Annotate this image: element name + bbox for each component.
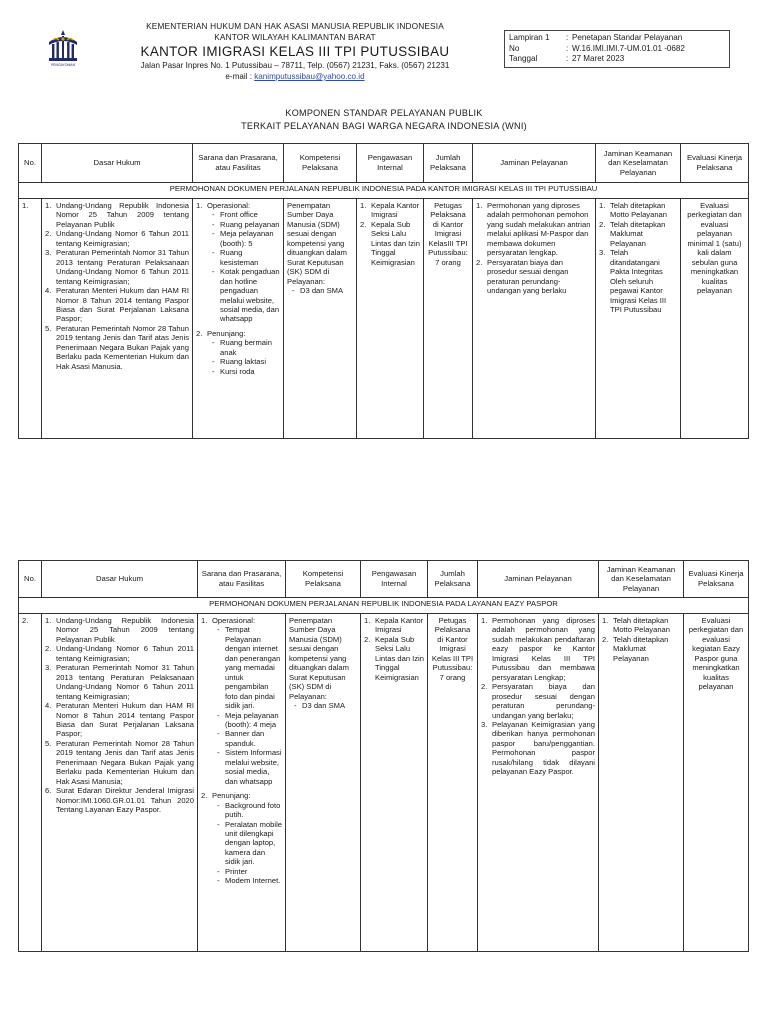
list-item xyxy=(212,248,280,267)
table-header-row xyxy=(19,561,749,598)
dasar-hukum-list xyxy=(45,616,194,815)
pengawasan-cell xyxy=(357,199,424,439)
document-title-line1: KOMPONEN STANDAR PELAYANAN PUBLIK xyxy=(285,108,483,118)
item-text: Meja pelayanan (booth): 4 meja xyxy=(225,710,279,729)
item-text: Ruang laktasi xyxy=(220,357,267,367)
keamanan-list xyxy=(599,201,677,314)
col-header: Pengawasan Internal xyxy=(357,144,424,183)
sarana-list xyxy=(196,201,280,376)
lampiran-sep: : xyxy=(566,33,569,42)
col-header: No. xyxy=(19,144,42,183)
dasar-hukum-list xyxy=(45,201,189,371)
item-number: 2. xyxy=(360,219,367,229)
office-address: Jalan Pasar Inpres No. 1 Putussibau – 78711, Telp. (0567) 21231, Faks. (0567) 21231 xyxy=(140,61,450,70)
jaminan-pelayanan-cell xyxy=(478,614,599,952)
row-number: 1. xyxy=(19,199,42,439)
logo-caption: PENGAYOMAN xyxy=(50,63,76,68)
document-title-line2: TERKAIT PELAYANAN BAGI WARGA NEGARA INDONESIA (WNI) xyxy=(241,121,527,131)
item-number: 2. xyxy=(201,791,208,801)
bullet-dash: - xyxy=(212,229,215,239)
item-number: 2. xyxy=(599,219,606,229)
jaminan-pelayanan-cell xyxy=(473,199,596,439)
item-text: Telah ditetapkan Motto Pelayanan xyxy=(610,201,667,220)
item-number: 1. xyxy=(45,616,52,625)
list-item xyxy=(599,248,677,314)
section-row xyxy=(19,598,749,614)
item-number: 1. xyxy=(602,616,609,625)
item-text: Persyaratan biaya dan prosedur sesuai dengan peraturan perundang- undangan yang berlaku xyxy=(487,257,569,296)
item-text: Kepala Kantor Imigrasi xyxy=(375,616,424,635)
col-header: Jaminan Pelayanan xyxy=(478,561,599,598)
col-header: Sarana dan Prasarana, atau Fasilitas xyxy=(193,144,284,183)
list-item xyxy=(602,616,680,635)
item-text: Printer xyxy=(225,866,248,876)
lampiran-key: Lampiran 1 xyxy=(509,33,550,42)
list-item xyxy=(212,367,280,376)
col-header: Evaluasi Kinerja Pelaksana xyxy=(684,561,749,598)
bullet-dash: - xyxy=(212,338,215,348)
item-text: Ruang kesisteman xyxy=(220,248,259,267)
item-number: 1. xyxy=(481,616,488,625)
item-number: 1. xyxy=(360,201,367,210)
bullet-dash: - xyxy=(212,357,215,367)
item-text: Telah ditetapkan Maklumat Pelayanan xyxy=(610,219,666,248)
list-item xyxy=(360,220,420,267)
col-header: Jumlah Pelaksana xyxy=(428,561,478,598)
item-text: Kepala Kantor Imigrasi xyxy=(371,201,420,220)
lampiran-value: W.16.IMI.IMI.7-UM.01.01 -0682 xyxy=(572,43,685,53)
lampiran-row xyxy=(509,33,729,44)
jaminan-list xyxy=(481,616,595,777)
bullet-dash: - xyxy=(217,866,220,876)
item-number: 2. xyxy=(196,328,203,338)
item-number: 5. xyxy=(45,323,52,333)
item-text: Permohonan yang diproses adalah permohonan pemohon yang sudah melakukan antrian melalui aplikasi M-Paspor dan membawa dokumen persyaratan lengkap. xyxy=(487,201,591,258)
pengayoman-logo xyxy=(43,28,83,68)
list-item xyxy=(45,324,189,371)
item-number: 3. xyxy=(45,248,52,258)
item-number: 4. xyxy=(45,701,52,711)
item-text: Ruang pelayanan xyxy=(220,219,280,229)
evaluasi-cell: Evaluasi perkegiatan dan evaluasi pelayanan minimal 1 (satu) kali dalam sebulan guna meningkatkan kualitas pelayanan xyxy=(681,199,749,439)
item-text: Kepala Sub Seksi Lalu Lintas dan Izin Tinggal Keimigrasian xyxy=(375,634,424,682)
bullet-dash: - xyxy=(217,625,220,635)
item-text: Ruang bermain anak xyxy=(220,338,272,357)
sarana-group-body xyxy=(207,201,280,324)
dasar-hukum-cell xyxy=(42,199,193,439)
jaminan-list xyxy=(476,201,592,296)
col-header: Kompetensi Pelaksana xyxy=(286,561,361,598)
email-label: e-mail : xyxy=(225,72,255,81)
item-text: Telah ditetapkan Motto Pelayanan xyxy=(613,616,670,635)
item-text: Peralatan mobile unit dilengkapi dengan laptop, kamera dan sidik jari. xyxy=(225,819,282,867)
item-text: Kursi roda xyxy=(220,366,255,376)
col-header: Dasar Hukum xyxy=(42,561,198,598)
bullet-dash: - xyxy=(212,210,215,220)
list-item xyxy=(45,644,194,663)
lampiran-key: No xyxy=(509,43,520,53)
sarana-sub-list xyxy=(212,801,282,886)
item-number: 5. xyxy=(45,738,52,748)
item-number: 1. xyxy=(476,201,483,210)
list-item xyxy=(294,701,357,710)
list-item xyxy=(292,286,353,295)
list-item xyxy=(217,867,282,876)
bullet-dash: - xyxy=(217,729,220,739)
list-item xyxy=(364,635,424,682)
item-text: Peraturan Pemerintah Nomor 28 Tahun 2019 tentang Jenis dan Tarif atas Jenis Penerimaan Negara Bukan Pajak yang Berlaku pada Kementerian Hukum dan Hak Asasi Manusia; xyxy=(56,738,194,786)
sarana-group xyxy=(201,791,282,886)
sarana-cell xyxy=(193,199,284,439)
row-number: 2. xyxy=(19,614,42,952)
sarana-group-title: Operasional: xyxy=(207,201,251,210)
standard-table-1 xyxy=(18,143,749,439)
jaminan-keamanan-cell xyxy=(596,199,681,439)
item-text: Kotak pengaduan dan hotline pengaduan melalui website, sosial media, dan whatsapp xyxy=(220,267,280,324)
col-header: Evaluasi Kinerja Pelaksana xyxy=(681,144,749,183)
item-text: Undang-Undang Republik Indonesia Nomor 25 Tahun 2009 tentang Pelayanan Publik xyxy=(56,616,194,644)
col-header: Jaminan Pelayanan xyxy=(473,144,596,183)
sarana-sub-list xyxy=(207,210,280,323)
list-item xyxy=(481,720,595,777)
list-item xyxy=(45,739,194,786)
list-item xyxy=(217,801,282,820)
bullet-dash: - xyxy=(217,710,220,720)
item-text: Kepala Sub Seksi Lalu Lintas dan Izin Tinggal Keimigrasian xyxy=(371,219,420,267)
section-title: PERMOHONAN DOKUMEN PERJALANAN REPUBLIK INDONESIA PADA LAYANAN EAZY PASPOR xyxy=(19,598,749,614)
list-item xyxy=(217,820,282,867)
sarana-group-title: Operasional: xyxy=(212,616,256,625)
item-text: Permohonan yang diproses adalah permohonan yang sudah melakukan pendaftaran eazy paspor ke Kantor Imigrasi Kelas III TPI Putussibau dan membawa persyaratan Lengkap; xyxy=(492,616,595,682)
col-header: Jaminan Keamanan dan Keselamatan Pelayanan xyxy=(596,144,681,183)
item-text: Modem Internet. xyxy=(225,876,281,886)
bullet-dash: - xyxy=(212,267,215,277)
item-text: Peraturan Menteri Hukum dan HAM RI Nomor 8 Tahun 2014 tentang Paspor Biasa dan Surat Perjalanan Laksana Paspor; xyxy=(56,701,194,739)
list-item xyxy=(217,729,282,748)
item-text: Telah ditandatangani Pakta Integritas Oleh seluruh pegawai Kantor Imigrasi Kelas III TPI Putussibau xyxy=(610,248,667,314)
lampiran-box xyxy=(504,30,730,68)
item-text: Peraturan Pemerintah Nomor 28 Tahun 2019 tentang Jenis dan Tarif atas Jenis Penerimaan Negara Bukan Pajak yang Berlaku pada Kementerian Hukum dan Hak Asasi Manusia. xyxy=(56,323,189,371)
dasar-hukum-cell xyxy=(42,614,198,952)
col-header: No. xyxy=(19,561,42,598)
item-number: 1. xyxy=(196,201,203,210)
bullet-dash: - xyxy=(217,800,220,810)
list-item xyxy=(599,220,677,248)
list-item xyxy=(217,876,282,885)
list-item xyxy=(217,748,282,786)
item-number: 2. xyxy=(476,257,483,267)
item-text: Peraturan Pemerintah Nomor 31 Tahun 2013 tentang Peraturan Pelaksanaan Undang-Undang Nomor 6 Tahun 2011 tentang Keimigrasian; xyxy=(56,248,189,286)
bullet-dash: - xyxy=(294,701,297,711)
item-number: 2. xyxy=(481,682,488,692)
letterhead xyxy=(110,21,480,82)
item-number: 1. xyxy=(201,616,208,625)
item-text: Pelayanan Keimigrasian yang diberikan hanya permohonan paspor baru/penggantian. Permohonan paspor rusak/hilang tidak dilayani pelayanan Eazy Paspor. xyxy=(492,719,595,777)
office-name: KANTOR IMIGRASI KELAS III TPI PUTUSSIBAU xyxy=(140,44,450,59)
bullet-dash: - xyxy=(217,748,220,758)
sarana-group xyxy=(201,616,282,786)
sarana-list xyxy=(201,616,282,886)
list-item xyxy=(212,338,280,357)
section-row xyxy=(19,183,749,199)
list-item xyxy=(45,286,189,324)
list-item xyxy=(212,220,280,229)
item-text: Front office xyxy=(220,210,258,220)
table-row xyxy=(19,199,749,439)
item-number: 3. xyxy=(45,663,52,673)
list-item xyxy=(45,248,189,286)
item-text: Peraturan Pemerintah Nomor 31 Tahun 2013 tentang Peraturan Pelaksanaan Undang-Undang Nomor 6 Tahun 2011 tentang Keimigrasian; xyxy=(56,663,194,701)
list-item xyxy=(602,635,680,663)
lampiran-sep: : xyxy=(566,54,569,64)
item-number: 4. xyxy=(45,286,52,296)
bullet-dash: - xyxy=(212,219,215,229)
kompetensi-text: Penempatan Sumber Daya Manusia (SDM) sesuai dengan kompetensi yang dituangkan dalam Surat Keputusan (SK) SDM di Pelayanan: xyxy=(289,616,349,701)
list-item xyxy=(45,229,189,248)
list-item xyxy=(45,663,194,701)
sarana-group xyxy=(196,329,280,376)
sarana-group-title: Penunjang: xyxy=(207,328,246,338)
item-number: 6. xyxy=(45,786,52,796)
sarana-group xyxy=(196,201,280,324)
pengawasan-list xyxy=(364,616,424,682)
lampiran-row xyxy=(509,54,729,65)
item-text: Banner dan spanduk. xyxy=(225,729,265,748)
list-item xyxy=(45,616,194,644)
col-header: Jumlah Pelaksana xyxy=(424,144,473,183)
list-item xyxy=(360,201,420,220)
lampiran-value: Penetapan Standar Pelayanan xyxy=(572,33,683,42)
list-item xyxy=(364,616,424,635)
table-header-row xyxy=(19,144,749,183)
keamanan-list xyxy=(602,616,680,663)
item-text: Telah ditetapkan Maklumat Pelayanan xyxy=(613,634,669,663)
item-text: D3 dan SMA xyxy=(302,701,346,711)
item-text: Persyaratan biaya dan prosedur sesuai dengan peraturan perundang- undangan yang berlaku; xyxy=(492,682,595,720)
list-item xyxy=(212,210,280,219)
list-item xyxy=(476,258,592,296)
sarana-group-body xyxy=(212,791,282,886)
list-item xyxy=(481,616,595,682)
bullet-dash: - xyxy=(212,366,215,376)
email-link[interactable]: kanimputussibau@yahoo.co.id xyxy=(254,72,365,81)
item-text: Tempat Pelayanan dengan internet dan penerangan yang memadai untuk pengambilan foto dan pindai sidik jari. xyxy=(225,625,281,711)
list-item xyxy=(212,357,280,366)
list-item xyxy=(212,229,280,248)
kompetensi-cell xyxy=(284,199,357,439)
lampiran-row xyxy=(509,44,729,55)
sarana-group-body xyxy=(207,329,280,376)
item-number: 3. xyxy=(481,719,488,729)
item-text: Undang-Undang Nomor 6 Tahun 2011 tentang Keimigrasian; xyxy=(56,644,194,663)
lampiran-value: 27 Maret 2023 xyxy=(572,54,625,64)
item-text: D3 dan SMA xyxy=(300,286,344,296)
bullet-dash: - xyxy=(217,876,220,886)
jumlah-pelaksana-cell: Petugas Pelaksana di Kantor Imigrasi KelasIII TPI Putussibau: 7 orang xyxy=(424,199,473,439)
item-text: Peraturan Menteri Hukum dan HAM RI Nomor 8 Tahun 2014 tentang Paspor Biasa dan Surat Perjalanan Laksana Paspor; xyxy=(56,286,189,324)
kompetensi-list xyxy=(287,286,353,295)
col-header: Jaminan Keamanan dan Keselamatan Pelayanan xyxy=(599,561,684,598)
item-number: 2. xyxy=(364,634,371,644)
list-item xyxy=(45,201,189,229)
pengawasan-list xyxy=(360,201,420,267)
sarana-sub-list xyxy=(207,338,280,376)
list-item xyxy=(476,201,592,258)
list-item xyxy=(217,711,282,730)
item-text: Undang-Undang Nomor 6 Tahun 2011 tentang Keimigrasian; xyxy=(56,229,189,248)
col-header: Sarana dan Prasarana, atau Fasilitas xyxy=(198,561,286,598)
jaminan-keamanan-cell xyxy=(599,614,684,952)
item-text: Surat Edaran Direktur Jenderal Imigrasi Nomor:IMI.1060.GR.01.01 Tahun 2020 Tentang Layanan Eazy Paspor. xyxy=(56,786,194,815)
item-number: 1. xyxy=(599,201,606,210)
item-text: Undang-Undang Republik Indonesia Nomor 25 Tahun 2009 tentang Pelayanan Publik xyxy=(56,201,189,229)
list-item xyxy=(212,267,280,324)
standard-table-2 xyxy=(18,560,749,952)
lampiran-sep: : xyxy=(566,43,569,53)
bullet-dash: - xyxy=(292,286,295,296)
item-number: 1. xyxy=(45,201,52,210)
jumlah-pelaksana-cell: Petugas Pelaksana di Kantor Imigrasi Kelas III TPI Putussibau: 7 orang xyxy=(428,614,478,952)
kompetensi-cell xyxy=(286,614,361,952)
item-text: Meja pelayanan (booth): 5 xyxy=(220,229,274,248)
item-text: Background foto putih. xyxy=(225,800,281,820)
item-number: 2. xyxy=(45,229,52,239)
item-number: 1. xyxy=(364,616,371,625)
kompetensi-text: Penempatan Sumber Daya Manusia (SDM) sesuai dengan kompetensi yang dituangkan dalam Surat Keputusan (SK) SDM di Pelayanan: xyxy=(287,201,347,286)
ministry-name: KEMENTERIAN HUKUM DAN HAK ASASI MANUSIA REPUBLIK INDONESIA xyxy=(146,21,444,31)
pengawasan-cell xyxy=(361,614,428,952)
col-header: Pengawasan Internal xyxy=(361,561,428,598)
list-item xyxy=(481,682,595,720)
regional-office: KANTOR WILAYAH KALIMANTAN BARAT xyxy=(214,32,376,42)
kompetensi-list xyxy=(289,701,357,710)
bullet-dash: - xyxy=(212,248,215,258)
sarana-sub-list xyxy=(212,625,282,786)
table-row xyxy=(19,614,749,952)
item-text: Sistem Informasi melalui website, sosial media, dan whatsapp xyxy=(225,748,282,786)
sarana-group-title: Penunjang: xyxy=(212,791,251,801)
evaluasi-cell: Evaluasi perkegiatan dan evaluasi kegiatan Eazy Paspor guna meningkatkan kualitas pelayanan xyxy=(684,614,749,952)
col-header: Kompetensi Pelaksana xyxy=(284,144,357,183)
item-number: 2. xyxy=(45,644,52,654)
office-email-line xyxy=(110,71,480,82)
list-item xyxy=(45,701,194,739)
list-item xyxy=(45,786,194,814)
section-title: PERMOHONAN DOKUMEN PERJALANAN REPUBLIK INDONESIA PADA KANTOR IMIGRASI KELAS III TPI PUTUSSIBAU xyxy=(19,183,749,199)
lampiran-key: Tanggal xyxy=(509,54,538,64)
sarana-cell xyxy=(198,614,286,952)
item-number: 2. xyxy=(602,634,609,644)
col-header: Dasar Hukum xyxy=(42,144,193,183)
bullet-dash: - xyxy=(217,819,220,829)
sarana-group-body xyxy=(212,616,282,786)
item-number: 3. xyxy=(599,248,606,258)
list-item xyxy=(599,201,677,220)
list-item xyxy=(217,625,282,710)
